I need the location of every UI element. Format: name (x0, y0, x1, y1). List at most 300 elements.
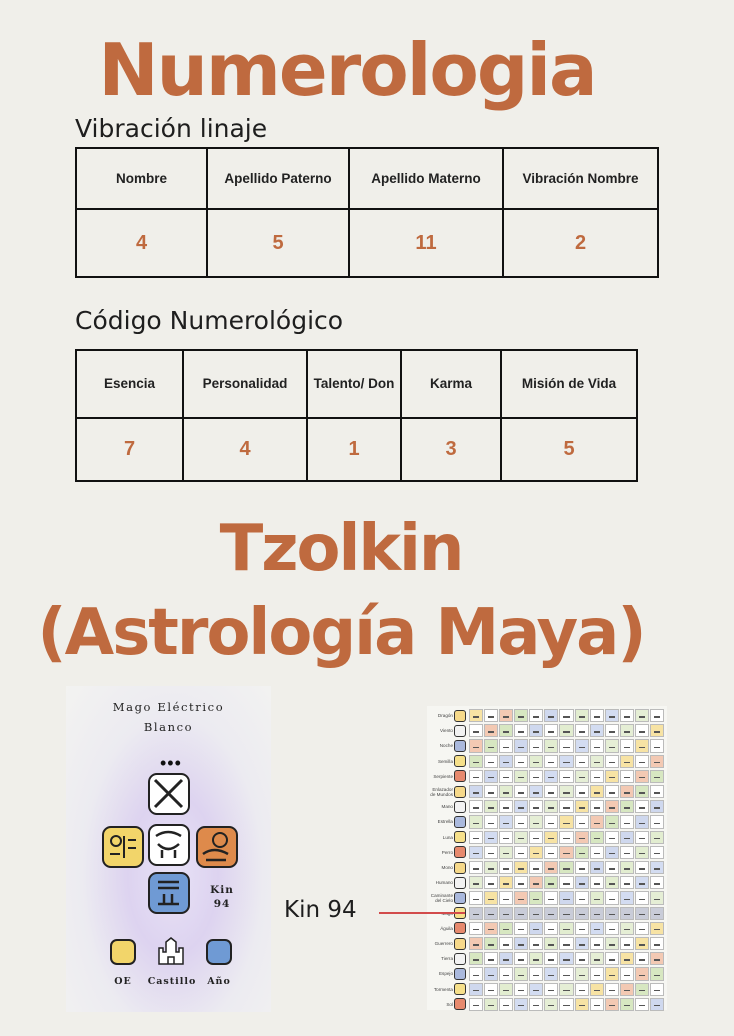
tzolkin-cell (620, 922, 634, 935)
tzolkin-cell (499, 922, 513, 935)
tzolkin-cell (484, 967, 498, 980)
tzolkin-cell-mark (533, 716, 539, 718)
tzolkin-cell (590, 876, 604, 889)
tzolkin-cell (514, 846, 528, 859)
tzolkin-seal-icon (454, 846, 466, 858)
page-title-numerologia: Numerologia (98, 28, 596, 112)
value-apellido-materno: 11 (349, 209, 503, 277)
value-talento-don: 1 (307, 418, 401, 481)
tzolkin-cell-mark (548, 853, 554, 855)
tzolkin-cell-mark (533, 777, 539, 779)
tzolkin-cell-mark (639, 823, 645, 825)
tzolkin-cell-mark (594, 975, 600, 977)
tzolkin-cell (514, 739, 528, 752)
tzolkin-cell-mark (548, 959, 554, 961)
tzolkin-cell-mark (473, 823, 479, 825)
tzolkin-cell (575, 952, 589, 965)
tzolkin-cell-mark (563, 944, 569, 946)
tzolkin-cell-mark (594, 731, 600, 733)
tzolkin-cell-mark (503, 777, 509, 779)
tzolkin-cell-mark (548, 899, 554, 901)
tzolkin-cell (635, 967, 649, 980)
tzolkin-cell (514, 876, 528, 889)
tzolkin-cell (590, 815, 604, 828)
tzolkin-cell-mark (473, 853, 479, 855)
tzolkin-row-label: Enlazador de Mundos (430, 786, 453, 797)
tzolkin-cell-mark (624, 944, 630, 946)
tzolkin-cell-mark (609, 807, 615, 809)
tzolkin-cell-mark (609, 959, 615, 961)
value-apellido-paterno: 5 (207, 209, 349, 277)
tzolkin-cell (635, 861, 649, 874)
tzolkin-row-label: Espejo (438, 971, 453, 977)
tzolkin-cell (575, 967, 589, 980)
tzolkin-cell-mark (503, 1005, 509, 1007)
tzolkin-cell-mark (533, 807, 539, 809)
tzolkin-cell (499, 846, 513, 859)
tzolkin-cell (605, 815, 619, 828)
tzolkin-cell (469, 724, 483, 737)
tzolkin-cell-mark (594, 792, 600, 794)
tzolkin-cell (514, 800, 528, 813)
tzolkin-cell (605, 846, 619, 859)
tzolkin-cell-mark (639, 1005, 645, 1007)
tzolkin-cell (529, 709, 543, 722)
tzolkin-cell-mark (654, 716, 660, 718)
tzolkin-cell-mark (473, 959, 479, 961)
tzolkin-cell-mark (654, 929, 660, 931)
tzolkin-cell-mark (654, 883, 660, 885)
tzolkin-cell-mark (594, 716, 600, 718)
tzolkin-cell (650, 831, 664, 844)
tzolkin-seal-icon (454, 922, 466, 934)
tzolkin-cell (544, 846, 558, 859)
tzolkin-seal-icon (454, 740, 466, 752)
header-esencia: Esencia (76, 350, 183, 418)
tzolkin-cell-mark (473, 807, 479, 809)
tzolkin-cell-mark (518, 868, 524, 870)
tzolkin-cell (590, 785, 604, 798)
tzolkin-cell (620, 891, 634, 904)
page-subtitle-astrologia-maya: (Astrología Maya) (37, 596, 645, 670)
tzolkin-cell (499, 967, 513, 980)
header-apellido-materno: Apellido Materno (349, 148, 503, 209)
tzolkin-cell-mark (473, 944, 479, 946)
tzolkin-cell (605, 709, 619, 722)
tzolkin-cell (620, 876, 634, 889)
tzolkin-cell-mark (503, 823, 509, 825)
tzolkin-cell (650, 937, 664, 950)
tzolkin-cell (514, 937, 528, 950)
tzolkin-cell-mark (609, 868, 615, 870)
tzolkin-cell-mark (579, 792, 585, 794)
tzolkin-cell-mark (488, 975, 494, 977)
tzolkin-cell-mark (518, 731, 524, 733)
tzolkin-cell-mark (518, 914, 524, 916)
tzolkin-cell-mark (548, 716, 554, 718)
header-vibracion-nombre: Vibración Nombre (503, 148, 658, 209)
tzolkin-cell (499, 937, 513, 950)
tzolkin-cell-mark (518, 883, 524, 885)
value-mision-de-vida: 5 (501, 418, 637, 481)
tzolkin-cell (529, 800, 543, 813)
header-nombre: Nombre (76, 148, 207, 209)
tzolkin-cell-mark (563, 959, 569, 961)
tzolkin-cell-mark (548, 807, 554, 809)
tzolkin-cell (575, 785, 589, 798)
tzolkin-cell (575, 937, 589, 950)
tzolkin-cell (544, 952, 558, 965)
year-seal-icon (206, 939, 232, 965)
tzolkin-cell (575, 800, 589, 813)
tzolkin-cell-mark (609, 914, 615, 916)
tzolkin-cell-mark (488, 883, 494, 885)
tzolkin-cell-mark (503, 731, 509, 733)
tzolkin-cell-mark (533, 838, 539, 840)
tzolkin-cell (590, 846, 604, 859)
tzolkin-cell (484, 815, 498, 828)
tzolkin-cell (469, 983, 483, 996)
tzolkin-cell (469, 952, 483, 965)
tzolkin-cell (605, 861, 619, 874)
tzolkin-cell (605, 800, 619, 813)
tzolkin-cell-mark (563, 929, 569, 931)
tzolkin-cell-mark (579, 838, 585, 840)
tzolkin-cell (529, 998, 543, 1011)
tzolkin-cell-mark (654, 747, 660, 749)
tzolkin-cell (529, 724, 543, 737)
tzolkin-cell-mark (518, 944, 524, 946)
tzolkin-cell (605, 907, 619, 920)
tzolkin-cell-mark (639, 990, 645, 992)
tzolkin-cell (484, 800, 498, 813)
tzolkin-cell-mark (579, 1005, 585, 1007)
tzolkin-cell-mark (488, 747, 494, 749)
tzolkin-cell (544, 922, 558, 935)
tzolkin-cell (544, 770, 558, 783)
tzolkin-cell-mark (533, 914, 539, 916)
tzolkin-cell-mark (473, 868, 479, 870)
tzolkin-cell-mark (518, 1005, 524, 1007)
tzolkin-seal-icon (454, 862, 466, 874)
tzolkin-cell (575, 709, 589, 722)
tzolkin-cell-mark (594, 929, 600, 931)
tzolkin-cell (499, 755, 513, 768)
tzolkin-cell (514, 998, 528, 1011)
tzolkin-cell (635, 785, 649, 798)
tzolkin-cell-mark (579, 716, 585, 718)
tzolkin-cell-mark (594, 777, 600, 779)
tzolkin-cell (590, 724, 604, 737)
tzolkin-cell (499, 876, 513, 889)
tzolkin-cell-mark (503, 959, 509, 961)
tzolkin-cell (514, 755, 528, 768)
tzolkin-cell-mark (503, 807, 509, 809)
tzolkin-cell (529, 937, 543, 950)
tzolkin-cell-mark (488, 823, 494, 825)
tzolkin-cell (469, 967, 483, 980)
tzolkin-cell-mark (473, 899, 479, 901)
tzolkin-cell-mark (639, 883, 645, 885)
tzolkin-cell-mark (548, 838, 554, 840)
tzolkin-cell-mark (548, 929, 554, 931)
tzolkin-cell (590, 891, 604, 904)
tzolkin-cell (559, 846, 573, 859)
tzolkin-cell (514, 709, 528, 722)
tzolkin-cell-mark (473, 975, 479, 977)
tzolkin-cell-mark (609, 838, 615, 840)
tzolkin-cell-mark (654, 944, 660, 946)
tzolkin-cell (544, 891, 558, 904)
tzolkin-cell-mark (488, 762, 494, 764)
tzolkin-cell (635, 998, 649, 1011)
tzolkin-cell-mark (488, 853, 494, 855)
tzolkin-cell-mark (518, 975, 524, 977)
tzolkin-cell-mark (594, 959, 600, 961)
tzolkin-cell (620, 952, 634, 965)
tzolkin-cell-mark (639, 944, 645, 946)
tzolkin-cell-mark (518, 747, 524, 749)
tzolkin-cell-mark (609, 883, 615, 885)
tzolkin-cell (620, 785, 634, 798)
tzolkin-cell (590, 907, 604, 920)
tzolkin-cell (620, 800, 634, 813)
vibracion-linaje-table (75, 147, 659, 278)
tzolkin-cell-mark (488, 899, 494, 901)
tzolkin-cell (544, 755, 558, 768)
tzolkin-cell (559, 800, 573, 813)
tzolkin-cell (529, 967, 543, 980)
tzolkin-cell (544, 967, 558, 980)
tzolkin-cell-mark (533, 883, 539, 885)
tzolkin-cell-mark (624, 747, 630, 749)
tzolkin-cell (650, 891, 664, 904)
tzolkin-cell (544, 709, 558, 722)
tzolkin-cell (469, 922, 483, 935)
tzolkin-cell (484, 755, 498, 768)
tzolkin-cell (484, 770, 498, 783)
tzolkin-cell-mark (579, 883, 585, 885)
tzolkin-cell (650, 709, 664, 722)
tzolkin-cell-mark (503, 792, 509, 794)
tzolkin-cell (620, 815, 634, 828)
tzolkin-cell (499, 861, 513, 874)
tzolkin-cell-mark (579, 747, 585, 749)
tzolkin-cell (529, 907, 543, 920)
tzolkin-cell (499, 785, 513, 798)
tzolkin-cell-mark (594, 1005, 600, 1007)
tzolkin-cell (544, 800, 558, 813)
tzolkin-cell (499, 815, 513, 828)
tzolkin-cell (514, 724, 528, 737)
tzolkin-row-label: Dragón (437, 713, 453, 719)
tzolkin-cell-mark (563, 716, 569, 718)
tzolkin-seal-icon (454, 801, 466, 813)
tzolkin-cell-mark (609, 990, 615, 992)
tzolkin-cell-mark (518, 792, 524, 794)
tzolkin-cell-mark (473, 929, 479, 931)
tzolkin-cell (620, 967, 634, 980)
tzolkin-cell-mark (639, 838, 645, 840)
tzolkin-cell (499, 998, 513, 1011)
tzolkin-cell (635, 724, 649, 737)
card-title-line2: Blanco (143, 720, 194, 734)
tzolkin-cell (544, 983, 558, 996)
tzolkin-cell (544, 937, 558, 950)
tzolkin-cell (529, 891, 543, 904)
tzolkin-row-label: Tierra (441, 956, 453, 962)
tzolkin-cell (635, 876, 649, 889)
tzolkin-cell (514, 922, 528, 935)
tzolkin-cell (499, 800, 513, 813)
tzolkin-cell-mark (563, 914, 569, 916)
tzolkin-cell-mark (473, 914, 479, 916)
kin-label: Kin (210, 884, 234, 896)
tzolkin-cell-mark (579, 944, 585, 946)
tzolkin-cell (499, 831, 513, 844)
tzolkin-cell (575, 891, 589, 904)
tzolkin-cell-mark (533, 929, 539, 931)
tzolkin-cell-mark (654, 838, 660, 840)
tzolkin-cell (635, 922, 649, 935)
tzolkin-cell (484, 785, 498, 798)
tzolkin-cell-mark (654, 777, 660, 779)
tzolkin-cell-mark (624, 777, 630, 779)
tzolkin-cell-mark (533, 823, 539, 825)
tzolkin-cell-mark (579, 990, 585, 992)
tzolkin-cell (559, 998, 573, 1011)
tzolkin-cell-mark (579, 899, 585, 901)
tzolkin-seal-icon (454, 938, 466, 950)
tzolkin-cell-mark (518, 838, 524, 840)
tzolkin-cell (605, 998, 619, 1011)
tzolkin-cell-mark (639, 731, 645, 733)
tzolkin-cell (469, 891, 483, 904)
tzolkin-cell (590, 998, 604, 1011)
tzolkin-cell (605, 876, 619, 889)
tzolkin-cell (484, 891, 498, 904)
tzolkin-cell-mark (594, 883, 600, 885)
tzolkin-cell (529, 876, 543, 889)
tzolkin-cell-mark (473, 1005, 479, 1007)
tzolkin-cell (514, 861, 528, 874)
tzolkin-cell-mark (473, 792, 479, 794)
tzolkin-cell-mark (473, 716, 479, 718)
tzolkin-cell-mark (548, 792, 554, 794)
tzolkin-cell-mark (624, 959, 630, 961)
tzolkin-cell-mark (563, 838, 569, 840)
tzolkin-seal-icon (454, 816, 466, 828)
tzolkin-cell (620, 739, 634, 752)
header-karma: Karma (401, 350, 501, 418)
tzolkin-cell (635, 770, 649, 783)
tzolkin-cell (650, 952, 664, 965)
tzolkin-cell-mark (624, 914, 630, 916)
tzolkin-row-label: Serpiente (433, 773, 453, 779)
tzolkin-cell-mark (654, 990, 660, 992)
tzolkin-cell (650, 770, 664, 783)
tzolkin-cell-mark (654, 731, 660, 733)
tzolkin-cell-mark (518, 853, 524, 855)
tzolkin-cell (529, 815, 543, 828)
tzolkin-cell-mark (488, 990, 494, 992)
tzolkin-cell (559, 770, 573, 783)
tzolkin-cell (544, 831, 558, 844)
tzolkin-cell-mark (533, 1005, 539, 1007)
tzolkin-cell-mark (533, 747, 539, 749)
tzolkin-cell-mark (533, 762, 539, 764)
tzolkin-cell (544, 815, 558, 828)
tzolkin-row-label: Humano (435, 880, 453, 886)
tzolkin-cell-mark (609, 899, 615, 901)
tzolkin-cell (559, 709, 573, 722)
tzolkin-cell (575, 876, 589, 889)
tzolkin-cell (575, 724, 589, 737)
tzolkin-cell (559, 724, 573, 737)
tzolkin-cell (559, 785, 573, 798)
tzolkin-cell-mark (488, 944, 494, 946)
tzolkin-cell (529, 922, 543, 935)
tzolkin-seal-icon (454, 968, 466, 980)
tzolkin-cell-mark (579, 853, 585, 855)
tzolkin-cell (605, 785, 619, 798)
tzolkin-cell (605, 891, 619, 904)
tzolkin-seal-icon (454, 786, 466, 798)
tzolkin-cell-mark (548, 777, 554, 779)
tzolkin-cell-mark (503, 838, 509, 840)
tzolkin-cell-mark (563, 777, 569, 779)
tzolkin-cell-mark (488, 731, 494, 733)
tzolkin-cell (544, 998, 558, 1011)
guide-seal-icon (148, 773, 190, 815)
tzolkin-cell-mark (639, 914, 645, 916)
tzolkin-cell-mark (548, 883, 554, 885)
tzolkin-cell-mark (563, 1005, 569, 1007)
tzolkin-cell-mark (533, 853, 539, 855)
tzolkin-cell (635, 937, 649, 950)
section-heading-codigo-numerologico: Código Numerológico (75, 306, 344, 335)
tzolkin-cell (469, 907, 483, 920)
tzolkin-cell (469, 846, 483, 859)
tzolkin-seal-icon (454, 770, 466, 782)
tzolkin-cell-mark (579, 868, 585, 870)
tzolkin-cell (650, 922, 664, 935)
tzolkin-cell-mark (548, 914, 554, 916)
tzolkin-cell (544, 907, 558, 920)
tzolkin-cell (620, 770, 634, 783)
tzolkin-seal-icon (454, 877, 466, 889)
kin-annotation-line (379, 912, 465, 914)
tzolkin-cell (484, 937, 498, 950)
tzolkin-cell-mark (503, 747, 509, 749)
tzolkin-cell-mark (654, 792, 660, 794)
tzolkin-cell (575, 846, 589, 859)
tzolkin-cell (499, 983, 513, 996)
tzolkin-cell (605, 739, 619, 752)
tzolkin-cell (590, 800, 604, 813)
tzolkin-cell-mark (654, 807, 660, 809)
tzolkin-cell (469, 739, 483, 752)
tzolkin-cell (635, 709, 649, 722)
tzolkin-cell (559, 967, 573, 980)
tzolkin-cell (590, 967, 604, 980)
tzolkin-cell-mark (579, 762, 585, 764)
kin-annotation: Kin 94 (284, 897, 357, 923)
tzolkin-cell-mark (624, 762, 630, 764)
tzolkin-cell-mark (518, 959, 524, 961)
tzolkin-cell (635, 755, 649, 768)
tzolkin-cell-mark (594, 823, 600, 825)
